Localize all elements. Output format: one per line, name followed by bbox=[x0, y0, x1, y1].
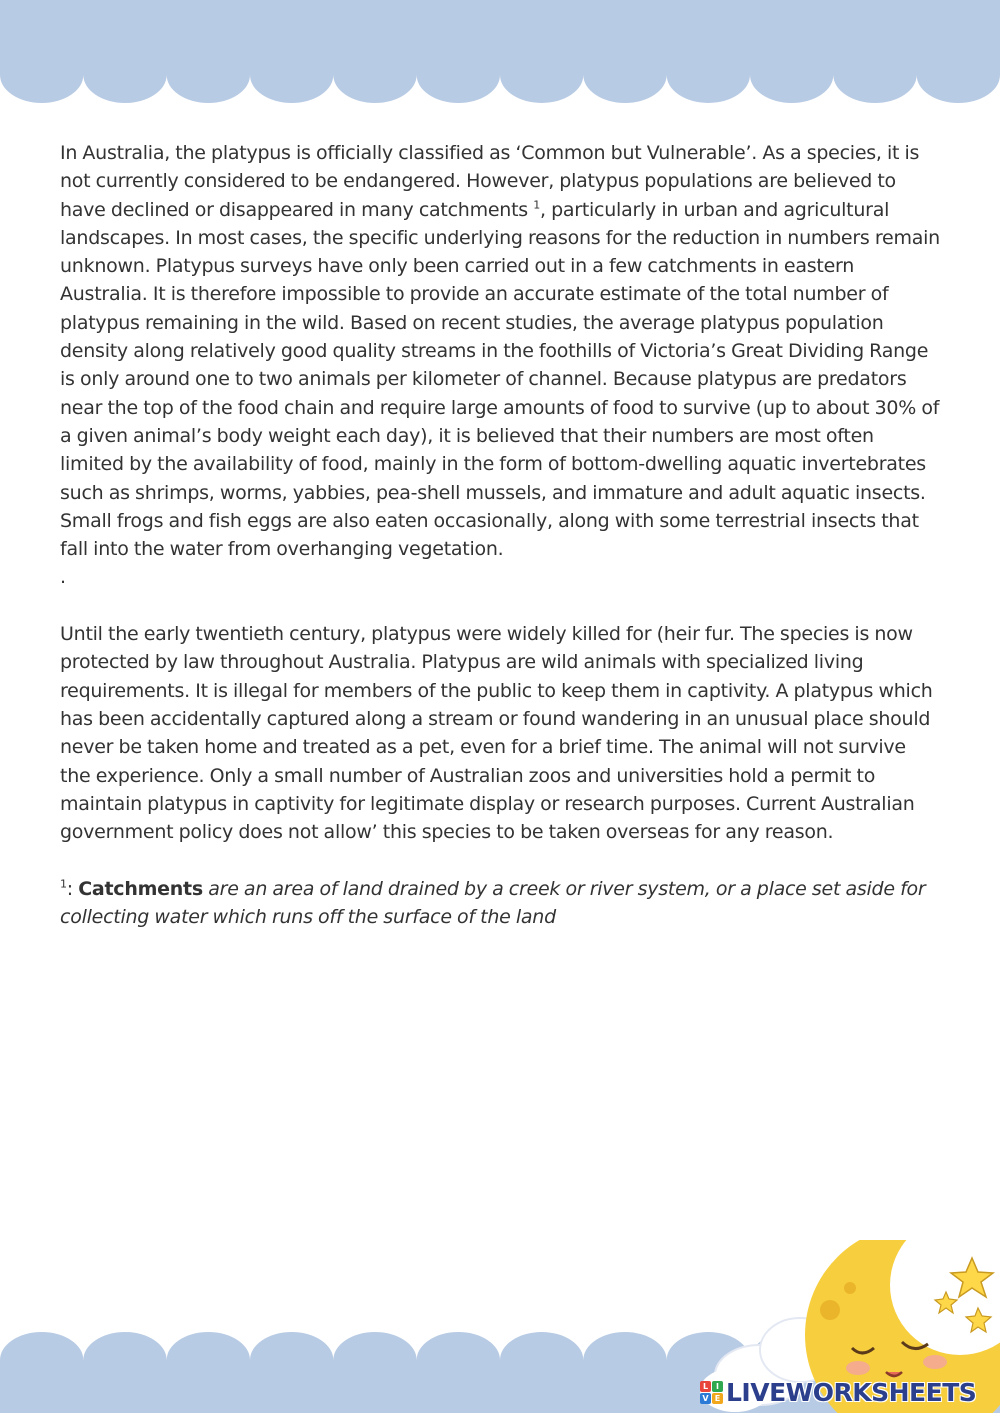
paragraph-1 bbox=[60, 139, 940, 563]
document-body bbox=[60, 139, 940, 931]
badge-letter: L bbox=[700, 1381, 711, 1392]
footnote-reference: 1 bbox=[533, 198, 540, 212]
footnote-marker: 1 bbox=[60, 877, 67, 891]
paragraph-1-text-a: In Australia, the platypus is officially classified as ‘Common but Vulnerable’. As a species, it is not currently considered to be endangered. However, platypus populations are believed to have declined or disappeared in many catchments bbox=[60, 142, 920, 221]
paragraph-1-text-b: , particularly in urban and agricultural landscapes. In most cases, the specific underlying reasons for the reduction in numbers remain unknown. Platypus surveys have only been carried out in a few catchments in eastern Australia. It is therefore impossible to provide an accurate estimate of the total number of platypus remaining in the wild. Based on recent studies, the average platypus population density along relatively good quality streams in the foothills of Victoria’s Great Dividing Range is only around one to two animals per kilometer of channel. Because platypus are predators near the top of the food chain and require large amounts of food to survive (up to about 30% of a given animal’s body weight each day), it is believed that their numbers are most often limited by the availability of food, mainly in the form of bottom-dwelling aquatic invertebrates such as shrimps, worms, yabbies, pea-shell mussels, and immature and adult aquatic insects. Small frogs and fish eggs are also eaten occasionally, along with some terrestrial insects that fall into the water from overhanging vegetation. bbox=[60, 198, 940, 561]
paragraph-spacer bbox=[60, 846, 940, 874]
top-scalloped-border bbox=[0, 0, 1000, 110]
badge-letter: V bbox=[700, 1393, 711, 1404]
paragraph-2: Until the early twentieth century, platypus were widely killed for (heir fur. The species is now protected by law throughout Australia. Platypus are wild animals with specialized living requirements. It is illegal for members of the public to keep them in captivity. A platypus which has been accidentally captured along a stream or found wandering in an unusual place should never be taken home and treated as a pet, even for a brief time. The animal will not survive the experience. Only a small number of Australian zoos and universities hold a permit to maintain platypus in captivity for legitimate display or research purposes. Current Australian government policy does not allow’ this species to be taken overseas for any reason. bbox=[60, 623, 933, 844]
footnote-separator: : bbox=[66, 877, 79, 900]
badge-letter: I bbox=[712, 1381, 723, 1392]
paragraph-spacer bbox=[60, 592, 940, 620]
stray-dot: . bbox=[60, 566, 66, 589]
brand-name: LIVEWORKSHEETS bbox=[726, 1377, 977, 1407]
footnote bbox=[60, 875, 940, 932]
live-badge-icon bbox=[700, 1381, 723, 1404]
footnote-term: Catchments bbox=[78, 877, 203, 900]
footnote-definition: are an area of land drained by a creek or river system, or a place set aside for collecting water which runs off the surface of the land bbox=[60, 877, 926, 929]
liveworksheets-logo bbox=[700, 1374, 976, 1410]
badge-letter: E bbox=[712, 1393, 723, 1404]
